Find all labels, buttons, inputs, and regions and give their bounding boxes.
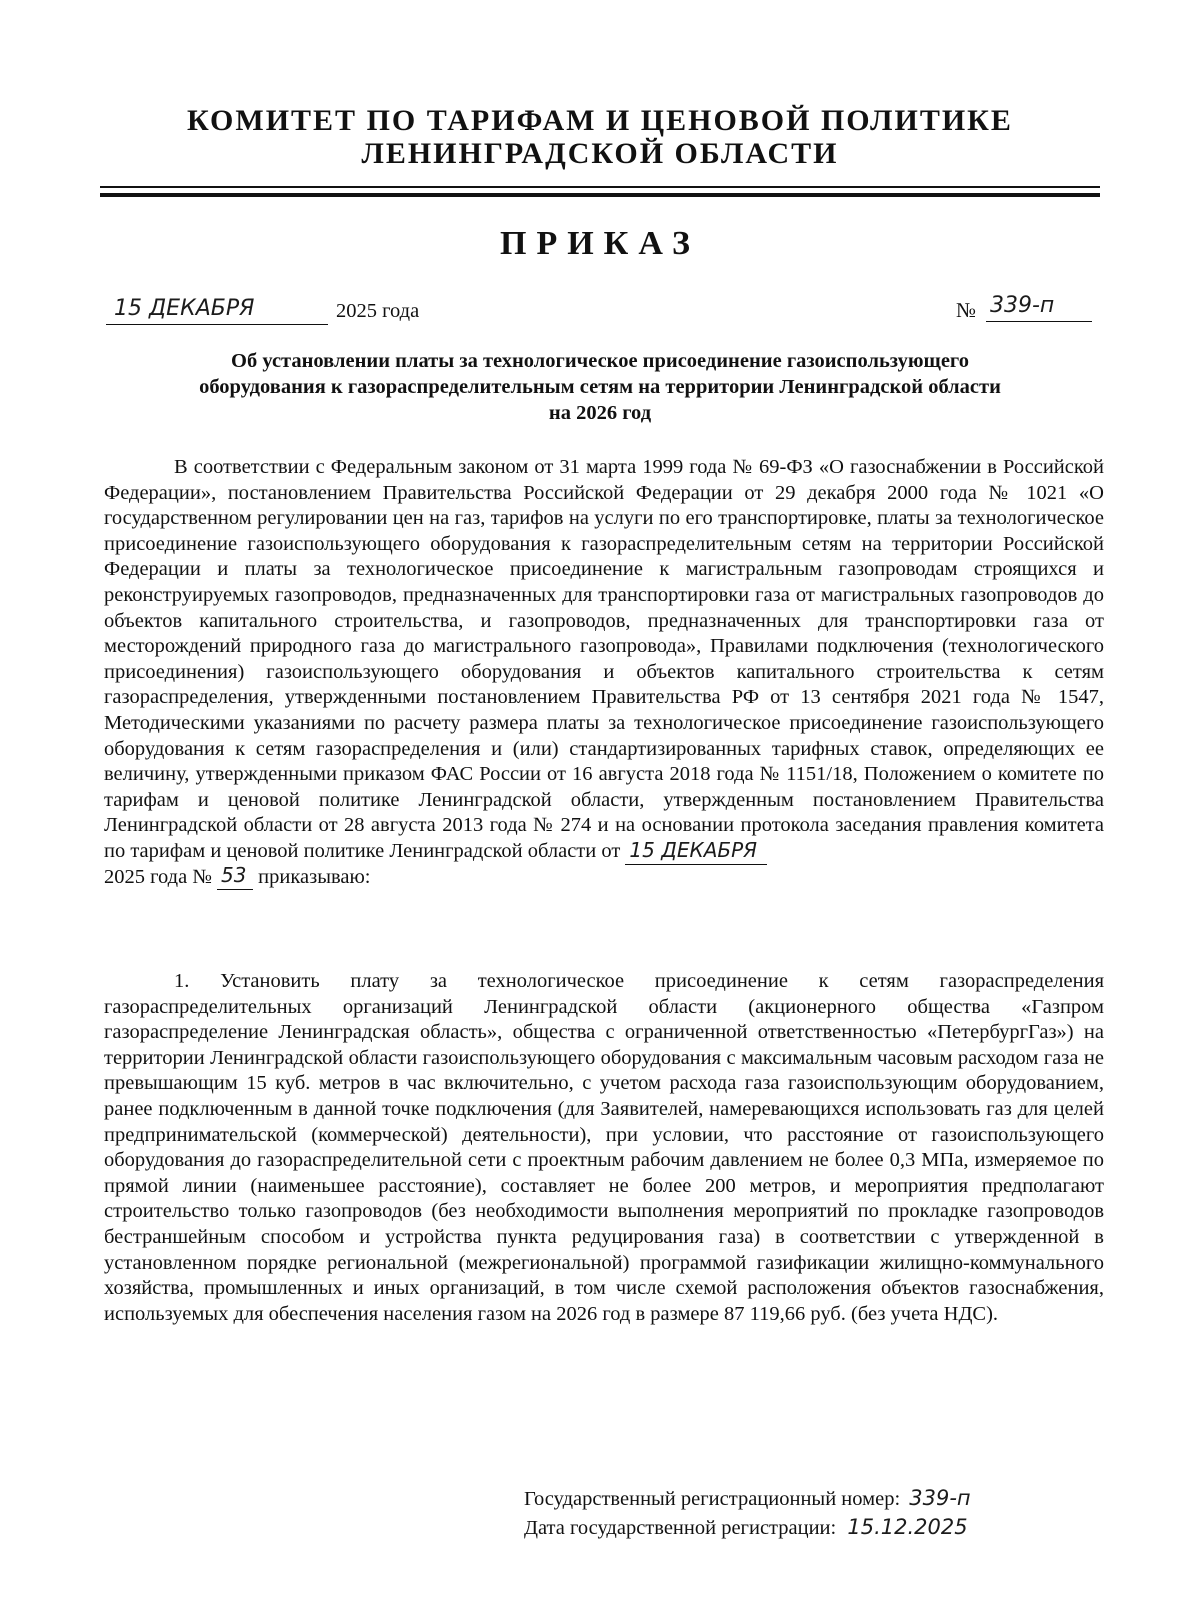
registration-number-handwritten: 339-п xyxy=(909,1486,971,1510)
registration-block xyxy=(524,1484,971,1542)
preamble-closing: приказываю: xyxy=(258,865,371,888)
preamble-paragraph xyxy=(104,455,1104,890)
registration-number-label: Государственный регистрационный номер: xyxy=(524,1488,901,1510)
document-title: ПРИКАЗ xyxy=(500,225,700,262)
protocol-year-prefix: 2025 года № xyxy=(104,865,212,888)
registration-date-label: Дата государственной регистрации: xyxy=(524,1517,837,1539)
header-rule-top xyxy=(100,186,1100,188)
order-year: 2025 года xyxy=(336,300,420,322)
registration-date-handwritten: 15.12.2025 xyxy=(847,1515,968,1539)
order-number-prefix: № xyxy=(956,298,977,322)
preamble-text: В соответствии с Федеральным законом от 31 марта 1999 года № 69-ФЗ «О газоснабжении в Российской Федерации», постановлением Правительства Российской Федерации от 29 декабря 2000 года № 1021 «О государственном регулировании цен на газ, тарифов на услуги по его транспортировке, платы за технологическое присоединение газоиспользующего оборудования к газораспределительным сетям на территории Российской Федерации и платы за технологическое присоединение к магистральным газопроводам строящихся и реконструируемых газопроводов, предназначенных для транспортировки газа от магистральных газопроводов до объектов капитального строительства, и газопроводов, предназначенных для транспортировки газа от месторождений природного газа до магистрального газопровода», Правилами подключения (технологического присоединения) газоиспользующего оборудования и объектов капитального строительства к сетям газораспределения, утвержденными постановлением Правительства РФ от 13 сентября 2021 года № 1547, Методическими указаниями по расчету размера платы за технологическое присоединение газоиспользующего оборудования к сетям газораспределения и (или) стандартизированных тарифных ставок, определяющих ее величину, утвержденными приказом ФАС России от 16 августа 2018 года № 1151/18, Положением о комитете по тарифам и ценовой политике Ленинградской области, утвержденным постановлением Правительства Ленинградской области от 28 августа 2013 года № 274 и на основании протокола заседания правления комитета по тарифам и ценовой политике Ленинградской области от xyxy=(104,456,1104,862)
protocol-date-handwritten: 15 ДЕКАБРЯ xyxy=(629,837,758,862)
header-rule-bottom xyxy=(100,193,1100,197)
subject-line-3: на 2026 год xyxy=(548,402,652,424)
subject-line-2: оборудования к газораспределительным сетям на территории Ленинградской области xyxy=(199,376,1001,398)
order-number-field xyxy=(986,293,1092,322)
clause-1-paragraph xyxy=(104,969,1104,1327)
subject-line-1: Об установлении платы за технологическое присоединение газоиспользующего xyxy=(231,350,969,372)
organization-name-line1: КОМИТЕТ ПО ТАРИФАМ И ЦЕНОВОЙ ПОЛИТИКЕ xyxy=(187,104,1013,137)
order-number-handwritten: 339-п xyxy=(990,293,1055,318)
order-date-field xyxy=(106,296,328,325)
protocol-number-handwritten: 53 xyxy=(221,863,247,888)
protocol-date-field xyxy=(625,837,767,865)
order-subject xyxy=(140,348,1060,426)
clause-1-text: 1. Установить плату за технологическое присоединение к сетям газораспределения газораспределительных организаций Ленинградской области (акционерного общества «Газпром газораспределение Ленинградская область», общества с ограниченной ответственностью «ПетербургГаз») на территории Ленинградской области газоиспользующего оборудования с максимальным часовым расходом газа не превышающим 15 куб. метров в час включительно, с учетом расхода газа газоиспользующим оборудованием, ранее подключенным в данной точке подключения (для Заявителей, намеревающихся использовать газ для целей предпринимательской (коммерческой) деятельности), при условии, что расстояние от газоиспользующего оборудования до газораспределительной сети с проектным рабочим давлением не более 0,3 МПа, измеряемое по прямой линии (наименьшее расстояние), составляет не более 200 метров, и мероприятия предполагают строительство только газопроводов (без необходимости выполнения мероприятий по прокладке газопроводов бестраншейным способом и устройства пункта редуцирования газа) в соответствии с утвержденной в установленном порядке региональной (межрегиональной) программой газификации жилищно-коммунального хозяйства, промышленных и иных организаций, в том числе схемой расположения объектов газоснабжения, используемых для обеспечения населения газом на 2026 год в размере 87 119,66 руб. (без учета НДС). xyxy=(104,970,1104,1325)
protocol-number-field xyxy=(217,863,253,890)
order-date-handwritten: 15 ДЕКАБРЯ xyxy=(114,296,255,321)
organization-name-line2: ЛЕНИНГРАДСКОЙ ОБЛАСТИ xyxy=(361,137,839,170)
